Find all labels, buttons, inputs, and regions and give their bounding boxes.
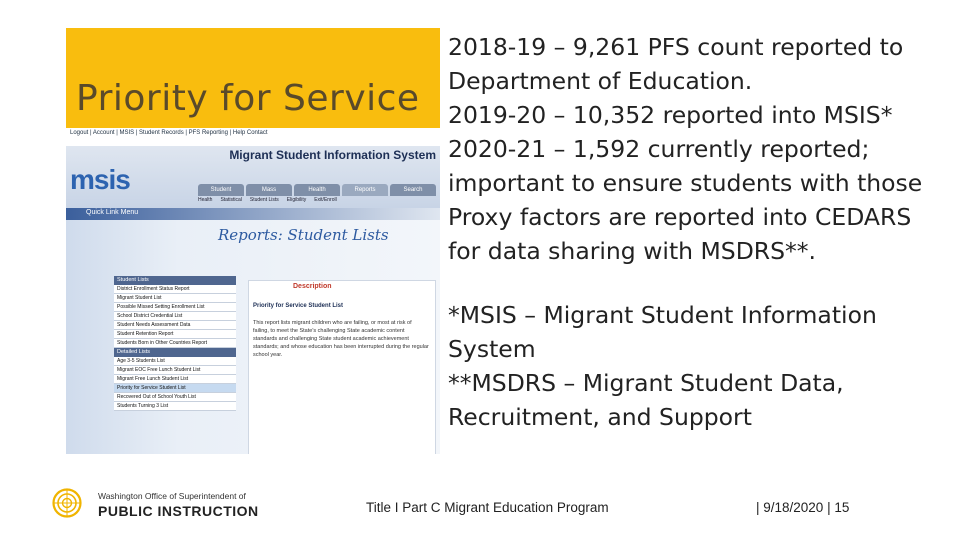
list-item[interactable]: Possible Missed Setting Enrollment List (114, 303, 236, 312)
list-item[interactable]: Migrant Student List (114, 294, 236, 303)
list-item[interactable]: Age 3-5 Students List (114, 357, 236, 366)
msis-subnav (198, 197, 337, 203)
quick-link-menu[interactable]: Quick Link Menu (86, 209, 139, 216)
ospi-org-line: Washington Office of Superintendent of (98, 491, 246, 501)
quick-link-menu-bar (66, 208, 440, 220)
list-item[interactable]: School District Credential List (114, 312, 236, 321)
tab-health[interactable]: Health (294, 184, 340, 196)
student-lists-panel (114, 276, 236, 411)
msis-top-nav[interactable]: Logout | Account | MSIS | Student Records | PFS Reporting | Help Contact (66, 128, 440, 146)
ospi-emblem-icon (52, 488, 82, 518)
list-item[interactable]: Recovered Out of School Youth List (114, 393, 236, 402)
tab-reports[interactable]: Reports (342, 184, 388, 196)
subnav-exit-enroll[interactable]: Exit/Enroll (314, 197, 337, 203)
footnote-msis: *MSIS – Migrant Student Information System (448, 301, 877, 363)
footer-program: Title I Part C Migrant Education Program (366, 500, 609, 515)
list-item[interactable]: District Enrollment Status Report (114, 285, 236, 294)
list-item[interactable]: Student Retention Report (114, 330, 236, 339)
bullet-2020: 2020-21 – 1,592 currently reported; important to ensure students with those Proxy factors are reported into CEDARS for data sharing with MSDRS**. (448, 135, 923, 265)
bullet-2019: 2019-20 – 10,352 reported into MSIS* (448, 101, 893, 129)
bullet-text (448, 30, 948, 434)
subnav-eligibility[interactable]: Eligibility (286, 197, 307, 203)
msis-tabs (198, 184, 436, 196)
msis-body (66, 220, 440, 454)
msis-screenshot (66, 128, 440, 454)
bullet-2018: 2018-19 – 9,261 PFS count reported to Department of Education. (448, 33, 904, 95)
section-header: Student Lists (114, 276, 236, 285)
subnav-health[interactable]: Health (198, 197, 213, 203)
tab-student[interactable]: Student (198, 184, 244, 196)
tab-search[interactable]: Search (390, 184, 436, 196)
report-heading: Reports: Student Lists (218, 226, 389, 244)
subnav-student-lists[interactable]: Student Lists (249, 197, 279, 203)
list-item[interactable]: Migrant EOC Free Lunch Student List (114, 366, 236, 375)
description-panel (248, 280, 436, 454)
msis-system-name: Migrant Student Information System (229, 148, 436, 162)
msis-header (66, 146, 440, 208)
subnav-statistical[interactable]: Statistical (220, 197, 242, 203)
description-header: Description (293, 283, 332, 290)
list-item[interactable]: Migrant Free Lunch Student List (114, 375, 236, 384)
description-title: Priority for Service Student List (253, 303, 344, 309)
list-item[interactable]: Students Turning 3 List (114, 402, 236, 411)
title-banner (66, 28, 440, 128)
list-item-selected[interactable]: Priority for Service Student List (114, 384, 236, 393)
footer-date-page: | 9/18/2020 | 15 (756, 500, 850, 515)
description-body: This report lists migrant children who are failing, or most at risk of failing, to meet the State's challenging State academic content standards and challenging State student academic achievement standards; and whose education has been interrupted during the regular school year. (253, 320, 429, 358)
footnote-msdrs: **MSDRS – Migrant Student Data, Recruitment, and Support (448, 369, 844, 431)
ospi-org-name: PUBLIC INSTRUCTION (98, 503, 259, 519)
section-header: Detailed Lists (114, 348, 236, 357)
msis-logo: msis (70, 164, 130, 195)
list-item[interactable]: Students Born in Other Countries Report (114, 339, 236, 348)
slide-title: Priority for Service (76, 78, 420, 119)
ospi-logo (52, 484, 292, 524)
list-item[interactable]: Student Needs Assessment Data (114, 321, 236, 330)
tab-mass[interactable]: Mass (246, 184, 292, 196)
